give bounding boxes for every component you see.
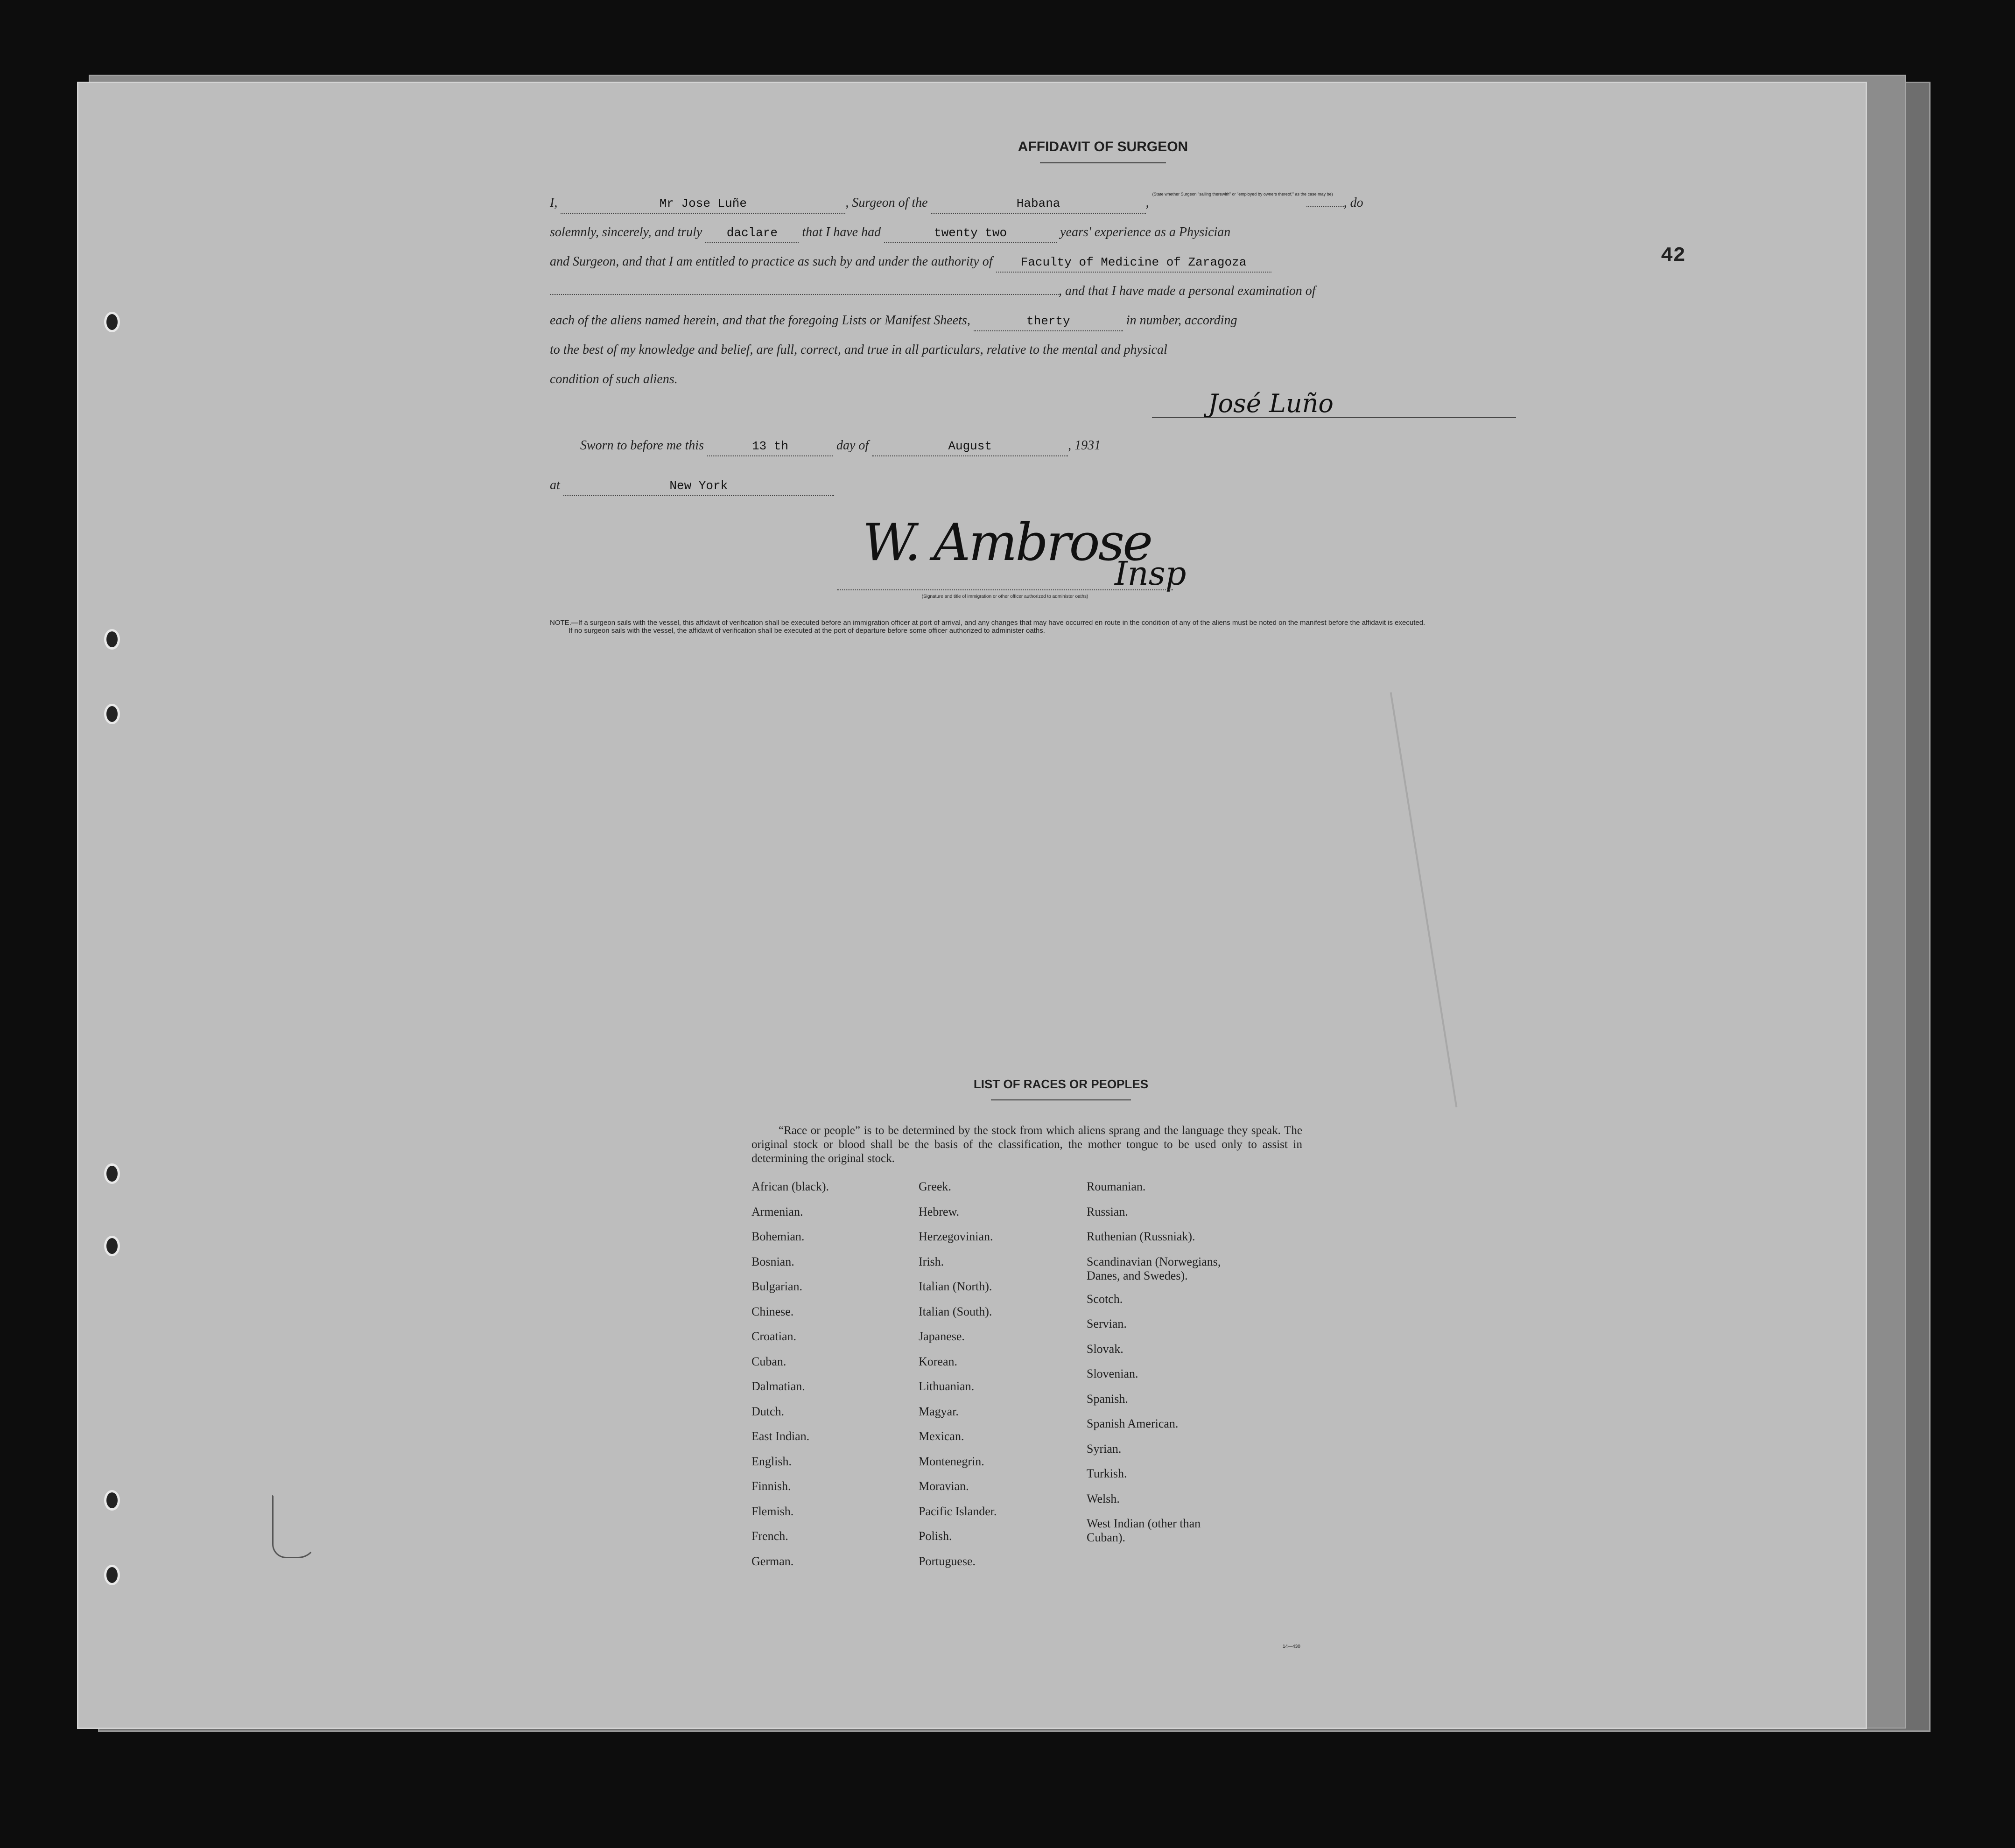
text: and Surgeon, and that I am entitled to practice as such by and under the authority of [550,254,993,269]
years-field: twenty two [884,224,1057,243]
race-item: Finnish. [751,1479,791,1493]
text: Sworn to before me this [580,438,704,453]
race-item: African (black). [751,1180,829,1193]
form-number: 14—430 [1283,1644,1300,1649]
races-title-rule [991,1099,1131,1100]
race-item: Italian (North). [919,1280,992,1293]
binder-hole [104,1163,120,1184]
race-item: French. [751,1529,788,1543]
document-page [77,82,1867,1729]
text: solemnly, sincerely, and truly [550,225,702,239]
race-item: English. [751,1454,792,1468]
text: at [550,478,560,492]
races-column-3 [1087,1180,1255,1554]
authority-field: Faculty of Medicine of Zaragoza [996,253,1271,273]
race-item: Moravian. [919,1479,969,1493]
sheets-count-field: therty [974,312,1123,331]
race-item: Lithuanian. [919,1379,975,1393]
race-item: Bosnian. [751,1254,794,1268]
race-item: Portuguese. [919,1554,976,1568]
race-item: Croatian. [751,1330,797,1343]
declare-field: daclare [705,224,799,243]
race-item: Hebrew. [919,1204,960,1218]
race-item: Polish. [919,1529,952,1543]
races-intro: “Race or people” is to be determined by the stock from which aliens sprang and the language they speak. The original stock or blood shall be the basis of the classification, the mother tongue to be used only to assist in determining the original stock. [751,1124,1302,1165]
race-item: Welsh. [1087,1491,1120,1505]
text: to the best of my knowledge and belief, are full, correct, and true in all particulars, relative to the mental and physical [550,343,1167,357]
text: years' experience as a Physician [1060,225,1231,239]
text: day of [836,438,869,453]
officer-signature: W. Ambrose [863,512,1151,572]
race-item: Syrian. [1087,1442,1122,1456]
text: each of the aliens named herein, and that the foregoing Lists or Manifest Sheets, [550,313,970,328]
text: I, [550,196,558,210]
race-item: Italian (South). [919,1304,992,1318]
text: , do [1343,196,1363,210]
race-item: Dalmatian. [751,1379,805,1393]
signature-caption: (Signature and title of immigration or other officer authorized to administer oaths) [921,594,1088,599]
races-title: LIST OF RACES OR PEOPLES [973,1077,1149,1091]
race-item: Chinese. [751,1304,794,1318]
text: , [1145,196,1149,210]
text: in number, according [1126,313,1237,328]
race-item: Spanish. [1087,1392,1128,1406]
races-column-1 [751,1180,829,1579]
race-item: Roumanian. [1087,1180,1146,1193]
race-item: Japanese. [919,1330,965,1343]
race-item: German. [751,1554,794,1568]
note-text: NOTE.—If a surgeon sails with the vessel, this affidavit of verification shall be executed before an immigration officer at port of arrival, and any changes that may have occurred en route in the condition of any of the aliens must be noted on the manifest before the affidavit is executed. [550,619,1425,627]
pencil-mark [272,1495,317,1558]
races-column-2 [919,1180,997,1579]
race-item: Mexican. [919,1429,964,1443]
race-item: East Indian. [751,1429,810,1443]
race-item: Scandinavian (Norwegians, Danes, and Swedes). [1087,1254,1221,1282]
race-item: Turkish. [1087,1467,1127,1480]
race-item: Armenian. [751,1204,803,1218]
race-item: Russian. [1087,1204,1128,1218]
affidavit-title: AFFIDAVIT OF SURGEON [1018,139,1188,154]
race-item: Flemish. [751,1504,794,1518]
text: , 1931 [1068,438,1101,453]
authority-continuation-field [550,294,1059,295]
text: , Surgeon of the [845,196,928,210]
binder-hole [104,1236,120,1256]
text: condition of such aliens. [550,372,678,386]
paper-mark [1390,692,1458,1107]
race-item: Cuban. [751,1354,786,1368]
affidavit-note [550,619,1525,635]
race-item: Herzegovinian. [919,1230,993,1243]
title-rule [1040,162,1166,163]
race-item: West Indian (other than Cuban). [1087,1517,1201,1544]
note-text: If no surgeon sails with the vessel, the affidavit of verification shall be executed at the port of departure before some officer authorized to administer oaths. [569,627,1045,635]
race-item: Magyar. [919,1404,959,1418]
race-item: Spanish American. [1087,1417,1179,1430]
race-item: Servian. [1087,1317,1127,1330]
race-item: Bohemian. [751,1230,805,1243]
text: , and that I have made a personal examination of [1059,284,1316,298]
sworn-section [550,431,1523,500]
place-field: New York [563,476,834,496]
race-item: Ruthenian (Russniak). [1087,1230,1195,1243]
race-item: Dutch. [751,1404,785,1418]
signature-line [1152,417,1516,418]
state-note: (State whether Surgeon "sailing therewith" or "employed by owners thereof," as the case may be) [1152,192,1333,196]
binder-hole [104,1490,120,1511]
text: that I have had [802,225,881,239]
sworn-day-field: 13 th [707,437,833,456]
blank-field [1306,206,1344,207]
race-item: Slovenian. [1087,1367,1138,1380]
race-item: Scotch. [1087,1292,1123,1306]
race-item: Greek. [919,1180,952,1193]
vessel-field: Habana [931,194,1146,214]
binder-hole [104,704,120,724]
race-item: Montenegrin. [919,1454,984,1468]
officer-title-signature: Insp [1115,554,1187,593]
race-item: Korean. [919,1354,958,1368]
binder-hole [104,1565,120,1585]
race-item: Slovak. [1087,1342,1123,1356]
surgeon-signature: José Luño [1208,389,1334,418]
race-item: Irish. [919,1254,944,1268]
binder-hole [104,629,120,650]
affidavit-body [550,188,1523,394]
page-number: 42 [1661,244,1685,267]
surgeon-name-field: Mr Jose Luñe [561,194,845,214]
race-item: Bulgarian. [751,1280,803,1293]
race-item: Pacific Islander. [919,1504,997,1518]
binder-hole [104,312,120,332]
officer-signature-line [837,589,1173,590]
sworn-month-field: August [872,437,1068,456]
